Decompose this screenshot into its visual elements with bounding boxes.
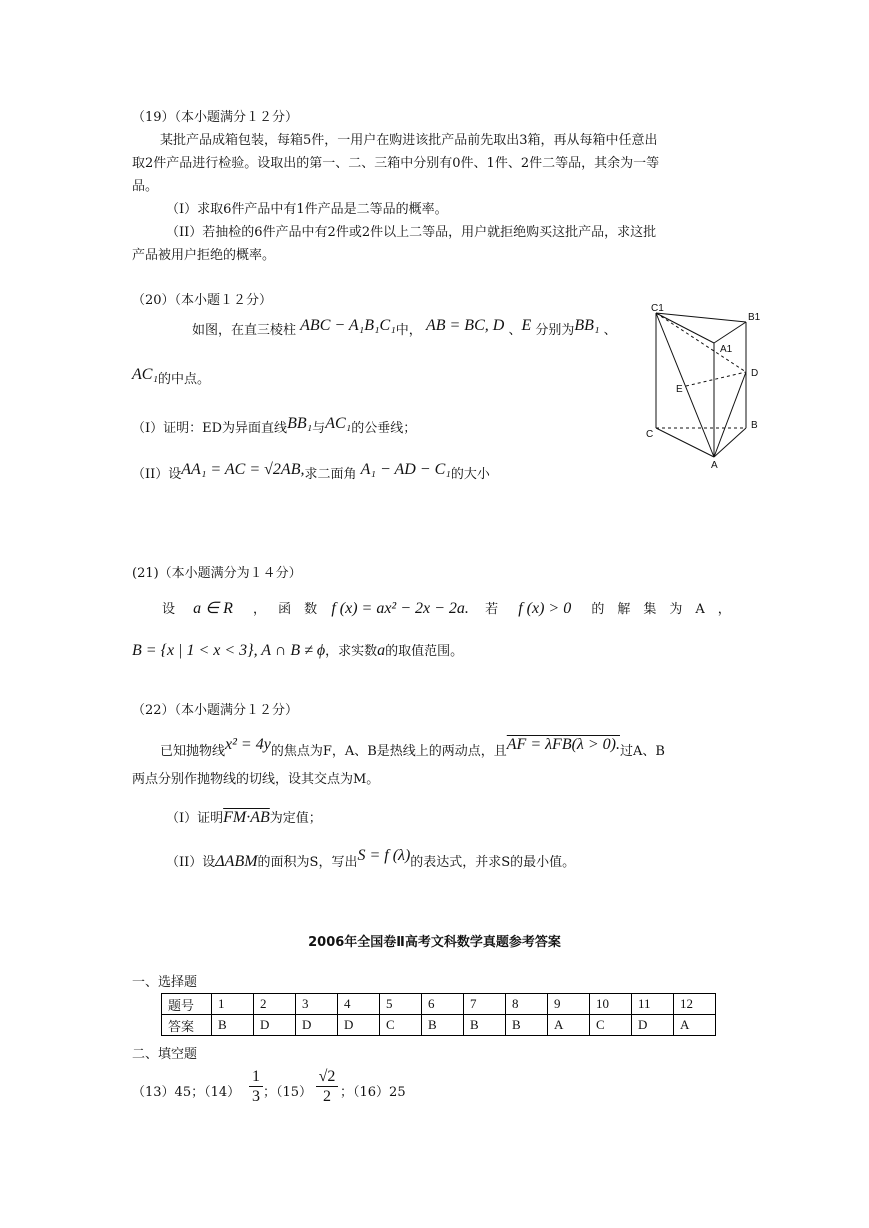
table-cell: 8 [506,994,548,1015]
q22-parabola: x² = 4y [225,736,271,753]
q21-ruo: 若 [485,602,499,617]
table-cell: 5 [380,994,422,1015]
q22-p1-expr: FM·AB [223,809,270,826]
q21-heading: (21)（本小题满分为１４分） [132,566,302,581]
table-cell: 3 [296,994,338,1015]
q20-part2-mid: 求二面角 [304,467,357,482]
label-d: D [751,368,759,379]
table-cell: C [380,1015,422,1036]
q20-part2-pre: （II）设 [132,467,182,482]
q20-point-e: E [521,317,532,334]
label-c: C [646,429,654,440]
q20-dun: 、 [603,323,617,338]
prism-figure [640,300,770,475]
table-cell: B [212,1015,254,1036]
label-a1: A1 [720,344,733,355]
q20-bb1: BB₁ [574,317,600,334]
q22-vector-eq: AF = λFB(λ > 0). [506,736,620,753]
label-a: A [711,460,718,471]
q22-l1-mid: 的焦点为F，A、B是热线上的两动点，且 [270,744,507,759]
label-e: E [676,384,683,395]
fill-14-numerator: 1 [249,1068,263,1087]
q21-function: f (x) = ax² − 2x − 2a. [331,600,469,617]
table-cell: A [674,1015,716,1036]
q20-intro-pre: 如图，在直三棱柱 [192,323,297,338]
table-cell: D [254,1015,296,1036]
table-cell: D [296,1015,338,1036]
q20-part1-ac1: AC₁ [325,415,352,432]
q22-l1-pre: 已知抛物线 [160,744,226,759]
q22-p1-pre: （I）证明 [166,811,224,826]
table-cell: 2 [254,994,296,1015]
q21-a: a [377,642,386,659]
q20-part1-yu: 与 [312,421,326,436]
q21-line2-post: ，求实数 [325,644,378,659]
q21-she: 设 [162,602,176,617]
table-cell: 4 [338,994,380,1015]
q21-line1 [162,598,731,618]
table-cell: B [422,1015,464,1036]
section-choice: 一、选择题 [132,975,198,990]
q22-heading: （22）（本小题满分１２分） [132,703,299,718]
q22-triangle: ΔABM [215,853,258,870]
q21-line1-rest: 的 解 集 为 A ， [591,602,731,617]
q21-line2 [132,640,463,660]
q22-line1 [160,736,665,760]
table-cell: 6 [422,994,464,1015]
q21-line2-end: 的取值范围。 [385,644,464,659]
q20-part1 [132,417,416,437]
q22-line2: 两点分别作抛物线的切线，设其交点为M。 [132,772,380,787]
table-row-numbers [162,994,716,1015]
table-cell: A [548,1015,590,1036]
fill-16: ；（16）25 [340,1085,406,1100]
q21-han: 函 数 [278,602,318,617]
table-header-cell: 题号 [162,994,212,1015]
table-cell: 10 [590,994,632,1015]
fill-13-14: （13）45；（14） [132,1085,241,1100]
q20-intro-line2 [132,368,210,388]
q20-midpoint: 的中点。 [158,372,211,387]
q21-comma: ， [253,602,267,617]
q20-prism-formula: ABC − A₁B₁C₁ [300,317,396,334]
q22-s-expr: S = f (λ) [357,847,411,864]
table-cell: D [632,1015,674,1036]
table-cell: D [338,1015,380,1036]
answers-title: 2006年全国卷Ⅱ高考文科数学真题参考答案 [308,935,561,950]
q20-part1-bb1: BB₁ [287,415,313,432]
q20-condition: AB = BC, D [425,317,505,334]
q19-part2-line1: （II）若抽检的6件产品中有2件或2件以上二等品，用户就拒绝购买这批产品，求这批 [166,225,657,240]
q22-p1-post: 为定值； [269,811,322,826]
table-cell: B [506,1015,548,1036]
fill-15-numerator: √2 [316,1068,338,1087]
q20-part2-post: 的大小 [450,467,490,482]
q22-p2-pre: （II）设 [166,855,216,870]
q19-body-line2: 取2件产品进行检验。设取出的第一、二、三箱中分别有0件、1件、2件二等品，其余为一等 [132,156,660,171]
q21-condition: f (x) > 0 [518,600,572,617]
q19-body-line1: 某批产品成箱包装，每箱5件，一用户在购进该批产品前先取出3箱，再从每箱中任意出 [160,133,658,148]
table-cell: 7 [464,994,506,1015]
q22-part1 [166,807,322,827]
fill-14-denominator: 3 [252,1088,260,1105]
q22-l1-post: 过A、B [619,744,665,759]
section-fill: 二、填空题 [132,1047,198,1062]
q20-part1-pre: （I）证明：ED为异面直线 [132,421,288,436]
table-cell: B [464,1015,506,1036]
q22-p2-mid: 的面积为S，写出 [257,855,358,870]
q20-fenbie: 分别为 [535,323,575,338]
q20-zhong: 中， [395,323,422,338]
q20-intro-line [192,319,617,339]
q19-part2-line2: 产品被用户拒绝的概率。 [132,248,276,263]
q20-part1-post: 的公垂线； [351,421,417,436]
label-b1: B1 [748,312,761,323]
table-cell: 9 [548,994,590,1015]
table-cell: 12 [674,994,716,1015]
table-cell: 1 [212,994,254,1015]
table-header-cell: 答案 [162,1015,212,1036]
q20-sep: 、 [508,323,522,338]
label-b: B [751,420,758,431]
fill-15-pre: ；（15） [263,1085,313,1100]
q19-body-line3: 品。 [132,179,159,194]
q20-part2-eq: AA₁ = AC = √2AB, [181,461,305,478]
fill-15-denominator: 2 [323,1088,331,1105]
q19-part1: （I）求取6件产品中有1件产品是二等品的概率。 [166,202,448,217]
table-cell: 11 [632,994,674,1015]
q21-a-in-r: a ∈ R [193,600,233,617]
q20-part2 [132,463,490,483]
table-cell: C [590,1015,632,1036]
q20-heading: （20）（本小题１２分） [132,293,273,308]
q22-p2-post: 的表达式，并求S的最小值。 [410,855,576,870]
answer-table [161,993,716,1036]
table-row-choices [162,1015,716,1036]
q20-part2-angle: A₁ − AD − C₁ [360,461,451,478]
q22-part2 [166,847,576,871]
q20-ac1: AC₁ [132,366,159,383]
q21-set-b: B = {x | 1 < x < 3}, A ∩ B ≠ ϕ [132,642,326,659]
q19-heading: （19）（本小题满分１２分） [132,110,299,125]
label-c1: C1 [651,303,664,314]
